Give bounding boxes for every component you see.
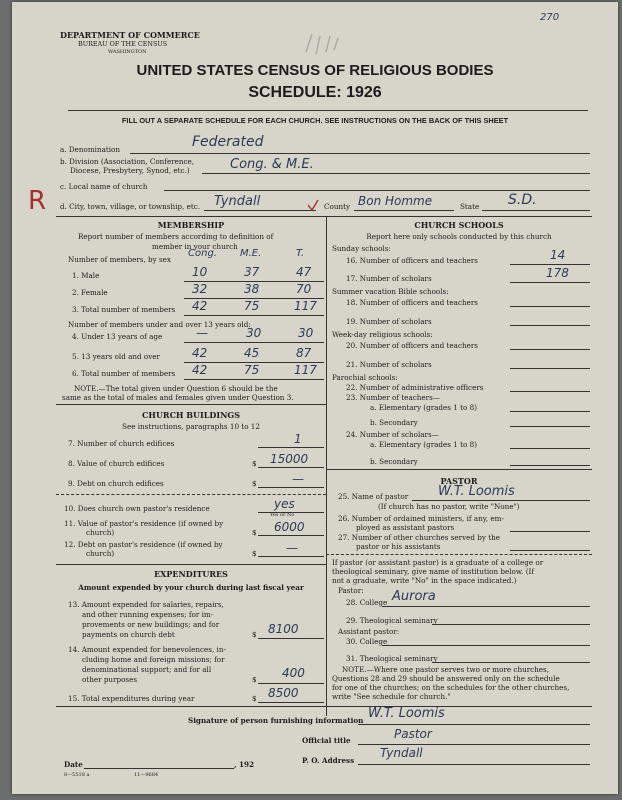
female-me[interactable]: 38 bbox=[244, 282, 260, 296]
total-age-cong[interactable]: 42 bbox=[192, 363, 208, 377]
q8-label: 8. Value of church edifices bbox=[68, 459, 165, 468]
state-label: State bbox=[460, 202, 480, 211]
form-title: UNITED STATES CENSUS OF RELIGIOUS BODIES bbox=[136, 62, 494, 79]
po-address-field[interactable]: Tyndall bbox=[380, 746, 423, 760]
q13-line-3: provements or new buildings; and for bbox=[82, 620, 220, 629]
local-name-label: c. Local name of church bbox=[60, 182, 148, 191]
q17-label: 17. Number of scholars bbox=[346, 274, 432, 283]
male-cong[interactable]: 10 bbox=[192, 265, 208, 279]
q8-dollar: $ bbox=[252, 459, 257, 468]
summer-label: Summer vacation Bible schools: bbox=[332, 287, 449, 296]
age-label: Number of members under and over 13 years old: bbox=[68, 320, 251, 329]
sunday-label: Sunday schools: bbox=[332, 244, 391, 253]
q16-label: 16. Number of officers and teachers bbox=[346, 256, 478, 265]
under-13-me[interactable]: 30 bbox=[246, 326, 262, 340]
q15-field[interactable]: 8500 bbox=[268, 686, 299, 700]
q23a-label: a. Elementary (grades 1 to 8) bbox=[370, 403, 477, 412]
q14-line-3: denominational support; and for all bbox=[82, 665, 212, 674]
q17-field[interactable]: 178 bbox=[546, 266, 569, 280]
q24a-label: a. Elementary (grades 1 to 8) bbox=[370, 440, 477, 449]
denomination-label: a. Denomination bbox=[60, 145, 120, 154]
q12-field[interactable]: — bbox=[286, 541, 298, 555]
female-total[interactable]: 70 bbox=[296, 282, 312, 296]
q12-label: 12. Debt on pastor's residence (if owned by bbox=[64, 540, 223, 549]
pastor-name-field[interactable]: W.T. Loomis bbox=[438, 484, 515, 499]
total-age-label: 6. Total number of members bbox=[72, 369, 176, 378]
over-13-label: 5. 13 years old and over bbox=[72, 352, 160, 361]
buildings-heading: CHURCH BUILDINGS bbox=[142, 410, 240, 420]
city-field[interactable]: Tyndall bbox=[214, 194, 261, 209]
official-title-field[interactable]: Pastor bbox=[394, 727, 432, 741]
q14-line-2: cluding home and foreign missions; for bbox=[82, 655, 225, 664]
q11-label: 11. Value of pastor's residence (if owned by bbox=[64, 519, 224, 528]
weekday-label: Week-day religious schools: bbox=[332, 330, 433, 339]
q13-line-4: payments on church debt bbox=[82, 630, 175, 639]
col-head-cong: Cong. bbox=[188, 248, 217, 259]
q14-line-4: other purposes bbox=[82, 675, 138, 684]
q28-label: 28. College bbox=[346, 598, 388, 607]
department-label: DEPARTMENT OF COMMERCE bbox=[60, 30, 200, 40]
division-label: b. Division (Association, Conference, bbox=[60, 157, 195, 166]
pastor-note-2: Questions 28 and 29 should be answered only on the schedule bbox=[332, 674, 560, 683]
pastor-note-1: NOTE.—Where one pastor serves two or more churches, bbox=[342, 665, 550, 674]
schools-heading: CHURCH SCHOOLS bbox=[414, 220, 504, 230]
total-total[interactable]: 117 bbox=[294, 299, 317, 313]
q11-dollar: $ bbox=[252, 528, 257, 537]
male-me[interactable]: 37 bbox=[244, 265, 260, 279]
expenditures-sub: Amount expended by your church during last fiscal year bbox=[78, 583, 304, 592]
q12-dollar: $ bbox=[252, 549, 257, 558]
q31-label: 31. Theological seminary bbox=[346, 654, 438, 663]
q20-label: 20. Number of officers and teachers bbox=[346, 341, 478, 350]
city-town-label: d. City, town, village, or township, etc. bbox=[60, 202, 201, 211]
state-field[interactable]: S.D. bbox=[508, 192, 537, 208]
q30-label: 30. College bbox=[346, 637, 388, 646]
q22-label: 22. Number of administrative officers bbox=[346, 383, 484, 392]
ink-stamp-icon bbox=[302, 32, 342, 56]
page-number: 270 bbox=[540, 12, 560, 23]
membership-intro-2: member in your church bbox=[152, 242, 238, 251]
q11-field[interactable]: 6000 bbox=[274, 520, 305, 534]
female-label: 2. Female bbox=[72, 288, 108, 297]
membership-heading: MEMBERSHIP bbox=[157, 220, 225, 230]
q29-label: 29. Theological seminary bbox=[346, 616, 438, 625]
date-label: Date bbox=[64, 760, 83, 769]
q13-line-2: and other running expenses; for im- bbox=[82, 610, 214, 619]
total-me[interactable]: 75 bbox=[244, 299, 260, 313]
membership-note-2: same as the total of males and females given under Question 3. bbox=[62, 393, 294, 402]
q7-field[interactable]: 1 bbox=[294, 432, 302, 446]
q16-field[interactable]: 14 bbox=[550, 248, 566, 262]
q12-label-2: church) bbox=[86, 549, 115, 558]
under-13-total[interactable]: 30 bbox=[298, 326, 314, 340]
male-total[interactable]: 47 bbox=[296, 265, 312, 279]
q11-label-2: church) bbox=[86, 528, 115, 537]
over-13-total[interactable]: 87 bbox=[296, 346, 312, 360]
county-field[interactable]: Bon Homme bbox=[358, 194, 433, 208]
division-field[interactable]: Cong. & M.E. bbox=[230, 157, 314, 172]
membership-note-1: NOTE.—The total given under Question 6 should be the bbox=[74, 384, 278, 393]
col-head-me: M.E. bbox=[240, 248, 262, 259]
q15-label: 15. Total expenditures during year bbox=[68, 694, 195, 703]
q25-label: 25. Name of pastor bbox=[338, 492, 409, 501]
over-13-cong[interactable]: 42 bbox=[192, 346, 208, 360]
q27-line-2: pastor or his assistants bbox=[356, 542, 441, 551]
q14-field[interactable]: 400 bbox=[282, 666, 305, 680]
bureau-label: BUREAU OF THE CENSUS bbox=[78, 40, 168, 48]
q10-hint: Yes or No bbox=[270, 512, 295, 518]
q7-label: 7. Number of church edifices bbox=[68, 439, 175, 448]
q13-line-1: 13. Amount expended for salaries, repairs, bbox=[68, 600, 224, 609]
grad-line-3: not a graduate, write "No" in the space indicated.) bbox=[332, 576, 517, 585]
pastor-label: Pastor: bbox=[338, 586, 364, 595]
q14-dollar: $ bbox=[252, 675, 257, 684]
expenditures-heading: EXPENDITURES bbox=[154, 569, 228, 579]
q8-field[interactable]: 15000 bbox=[270, 452, 309, 466]
grad-line-1: If pastor (or assistant pastor) is a graduate of a college or bbox=[332, 558, 544, 567]
check-mark-icon bbox=[306, 198, 320, 212]
form-instruction: FILL OUT A SEPARATE SCHEDULE FOR EACH CHURCH. SEE INSTRUCTIONS ON THE BACK OF THIS SHEET bbox=[121, 116, 509, 125]
q13-field[interactable]: 8100 bbox=[268, 622, 299, 636]
col-head-total: T. bbox=[296, 248, 305, 259]
signature-label: Signature of person furnishing information bbox=[188, 716, 364, 725]
buildings-sub: See instructions, paragraphs 10 to 12 bbox=[122, 422, 260, 431]
q15-dollar: $ bbox=[252, 694, 257, 703]
membership-intro-1: Report number of members according to definition of bbox=[78, 232, 274, 241]
form-subtitle: SCHEDULE: 1926 bbox=[248, 84, 382, 101]
q23-label: 23. Number of teachers— bbox=[346, 393, 440, 402]
under-13-cong[interactable]: — bbox=[196, 326, 208, 340]
q24-label: 24. Number of scholars— bbox=[346, 430, 439, 439]
margin-mark: R bbox=[28, 186, 47, 216]
date-year: , 192 bbox=[234, 760, 255, 769]
total-members-label: 3. Total number of members bbox=[72, 305, 176, 314]
grad-line-2: theological seminary, give name of institution below. (If bbox=[332, 567, 535, 576]
q10-label: 10. Does church own pastor's residence bbox=[64, 504, 210, 513]
q27-line-1: 27. Number of other churches served by the bbox=[338, 533, 501, 542]
signature-field[interactable]: W.T. Loomis bbox=[368, 706, 445, 721]
total-age-total[interactable]: 117 bbox=[294, 363, 317, 377]
total-age-me[interactable]: 75 bbox=[244, 363, 260, 377]
q25-note: (If church has no pastor, write "None") bbox=[378, 502, 520, 511]
q10-field[interactable]: yes bbox=[274, 497, 295, 511]
census-schedule-sheet bbox=[12, 2, 618, 794]
q26-line-1: 26. Number of ordained ministers, if any, em- bbox=[338, 514, 504, 523]
college-field[interactable]: Aurora bbox=[392, 589, 436, 604]
form-number: 8—5518 a bbox=[64, 772, 90, 778]
q9-dollar: $ bbox=[252, 479, 257, 488]
q14-line-1: 14. Amount expended for benevolences, in- bbox=[68, 645, 226, 654]
po-address-label: P. O. Address bbox=[302, 756, 355, 765]
division-label-2: Diocese, Presbytery, Synod, etc.) bbox=[70, 166, 190, 175]
pastor-heading: PASTOR bbox=[440, 476, 478, 486]
q18-label: 18. Number of officers and teachers bbox=[346, 298, 478, 307]
q21-label: 21. Number of scholars bbox=[346, 360, 432, 369]
q9-label: 9. Debt on church edifices bbox=[68, 479, 164, 488]
parochial-label: Parochial schools: bbox=[332, 373, 398, 382]
official-title-label: Official title bbox=[302, 736, 351, 745]
pastor-note-3: for one of the churches; on the schedules for the other churches, bbox=[332, 683, 570, 692]
county-label: County bbox=[324, 202, 351, 211]
denomination-field[interactable]: Federated bbox=[192, 134, 264, 150]
under-13-label: 4. Under 13 years of age bbox=[72, 332, 163, 341]
q13-dollar: $ bbox=[252, 630, 257, 639]
q9-field[interactable]: — bbox=[292, 472, 304, 486]
q24b-label: b. Secondary bbox=[370, 457, 418, 466]
total-cong[interactable]: 42 bbox=[192, 299, 208, 313]
city-label: WASHINGTON bbox=[108, 49, 147, 55]
q19-label: 19. Number of scholars bbox=[346, 317, 432, 326]
male-label: 1. Male bbox=[72, 271, 100, 280]
q26-line-2: ployed as assistant pastors bbox=[356, 523, 455, 532]
by-sex-label: Number of members, by sex bbox=[68, 255, 171, 264]
schools-sub: Report here only schools conducted by this church bbox=[366, 232, 552, 241]
assistant-label: Assistant pastor: bbox=[338, 627, 400, 636]
female-cong[interactable]: 32 bbox=[192, 282, 208, 296]
pastor-note-4: write "See schedule for church." bbox=[332, 692, 451, 701]
print-code: 11—9684 bbox=[134, 772, 159, 778]
q23b-label: b. Secondary bbox=[370, 418, 418, 427]
over-13-me[interactable]: 45 bbox=[244, 346, 260, 360]
